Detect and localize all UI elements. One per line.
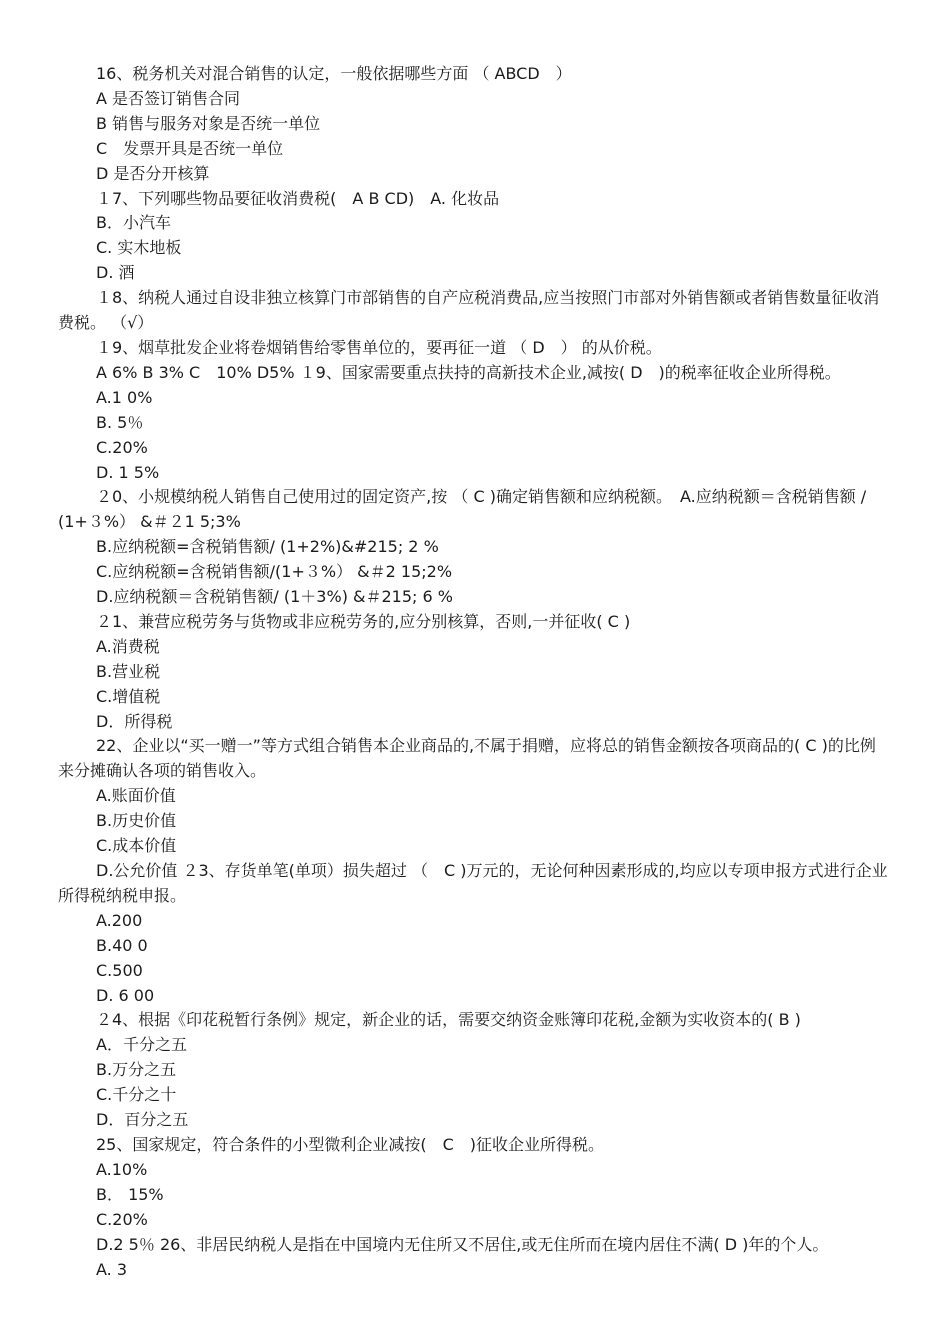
question-21-option-c: C.增值税 <box>96 686 161 706</box>
question-20-option-b: B.应纳税额=含税销售额/ (1+2%)&#215; 2 % <box>96 537 439 557</box>
question-17-stem: １7、下列哪些物品要征收消费税( A B CD) A. 化妆品 <box>96 188 500 208</box>
question-20-option-c: C.应纳税额=含税销售额/(1+３%） &＃2 15;2% <box>96 562 453 582</box>
question-23-option-d: D. 6 00 <box>96 985 155 1005</box>
question-23-stem: D.公允价值 ２3、存货单笔(单项）损失超过 （ C )万元的，无论何种因素形成的,均应以专项申报方式进行企业所得税纳税申报。 <box>58 861 888 905</box>
question-17-option-c: C. 实木地板 <box>96 238 182 258</box>
question-16-option-c: C 发票开具是否统一单位 <box>96 138 284 158</box>
question-21-option-b: B.营业税 <box>96 661 161 681</box>
question-17-option-d: D. 酒 <box>96 263 135 283</box>
question-19b-option-b: B. 5％ <box>96 412 144 432</box>
question-23-option-a: A.200 <box>96 910 143 930</box>
question-25-option-b: B． 15% <box>96 1184 164 1204</box>
question-22-option-b: B.历史价值 <box>96 811 177 831</box>
question-19b-option-d: D. 1 5% <box>96 462 160 482</box>
question-23-option-b: B.40 0 <box>96 935 148 955</box>
question-24-option-a: A．千分之五 <box>96 1035 187 1055</box>
question-16-option-b: B 销售与服务对象是否统一单位 <box>96 113 321 133</box>
question-16-stem: 16、税务机关对混合销售的认定，一般依据哪些方面 （ ABCD ） <box>96 64 572 83</box>
question-23-option-c: C.500 <box>96 960 143 980</box>
question-19b-stem: A 6% B 3% C 10% D5% １9、国家需要重点扶持的高新技术企业,减按( D )的税率征收企业所得税。 <box>96 362 841 382</box>
question-16-option-a: A 是否签订销售合同 <box>96 88 241 108</box>
question-24-option-c: C.千分之十 <box>96 1085 177 1105</box>
question-22-option-a: A.账面价值 <box>96 786 176 806</box>
question-20-option-d: D.应纳税额＝含税销售额/ (1＋3%) &＃215; 6 % <box>96 587 453 607</box>
question-21-option-d: D．所得税 <box>96 711 173 731</box>
question-24-option-b: B.万分之五 <box>96 1060 177 1080</box>
question-21-option-a: A.消费税 <box>96 636 160 656</box>
question-20-stem: ２0、小规模纳税人销售自己使用过的固定资产,按 （ C )确定销售额和应纳税额。 A.应纳税额＝含税销售额 / (1+３%） &＃２1 5;3% <box>58 487 867 532</box>
question-24-stem: ２4、根据《印花税暂行条例》规定，新企业的话，需要交纳资金账簿印花税,金额为实收资本的( B ) <box>96 1010 801 1030</box>
question-26-stem: D.2 5％ 26、非居民纳税人是指在中国境内无住所又不居住,或无住所而在境内居住不满( D )年的个人。 <box>96 1234 829 1254</box>
question-16-option-d: D 是否分开核算 <box>96 163 210 183</box>
question-26-option-a: A. 3 <box>96 1259 128 1279</box>
question-24-option-d: D．百分之五 <box>96 1110 189 1130</box>
question-25-option-a: A.10% <box>96 1159 148 1179</box>
question-17-option-b: B．小汽车 <box>96 213 171 233</box>
document-body <box>58 62 888 1282</box>
question-25-option-c: C.20% <box>96 1209 148 1229</box>
question-22-stem: 22、企业以“买一赠一”等方式组合销售本企业商品的,不属于捐赠，应将总的销售金额按各项商品的( C )的比例来分摊确认各项的销售收入。 <box>58 736 876 781</box>
question-19b-option-c: C.20% <box>96 437 148 457</box>
question-18-stem: １8、纳税人通过自设非独立核算门市部销售的自产应税消费品,应当按照门市部对外销售额或者销售数量征收消费税。 （√） <box>58 288 880 333</box>
question-21-stem: ２1、兼营应税劳务与货物或非应税劳务的,应分别核算，否则,一并征收( C ) <box>96 611 631 631</box>
question-22-option-c: C.成本价值 <box>96 836 177 856</box>
question-25-stem: 25、国家规定，符合条件的小型微利企业减按( C )征收企业所得税。 <box>96 1134 605 1154</box>
question-19-stem: １9、烟草批发企业将卷烟销售给零售单位的，要再征一道 （ D ） 的从价税。 <box>96 337 662 357</box>
question-19b-option-a: A.1 0% <box>96 387 153 407</box>
